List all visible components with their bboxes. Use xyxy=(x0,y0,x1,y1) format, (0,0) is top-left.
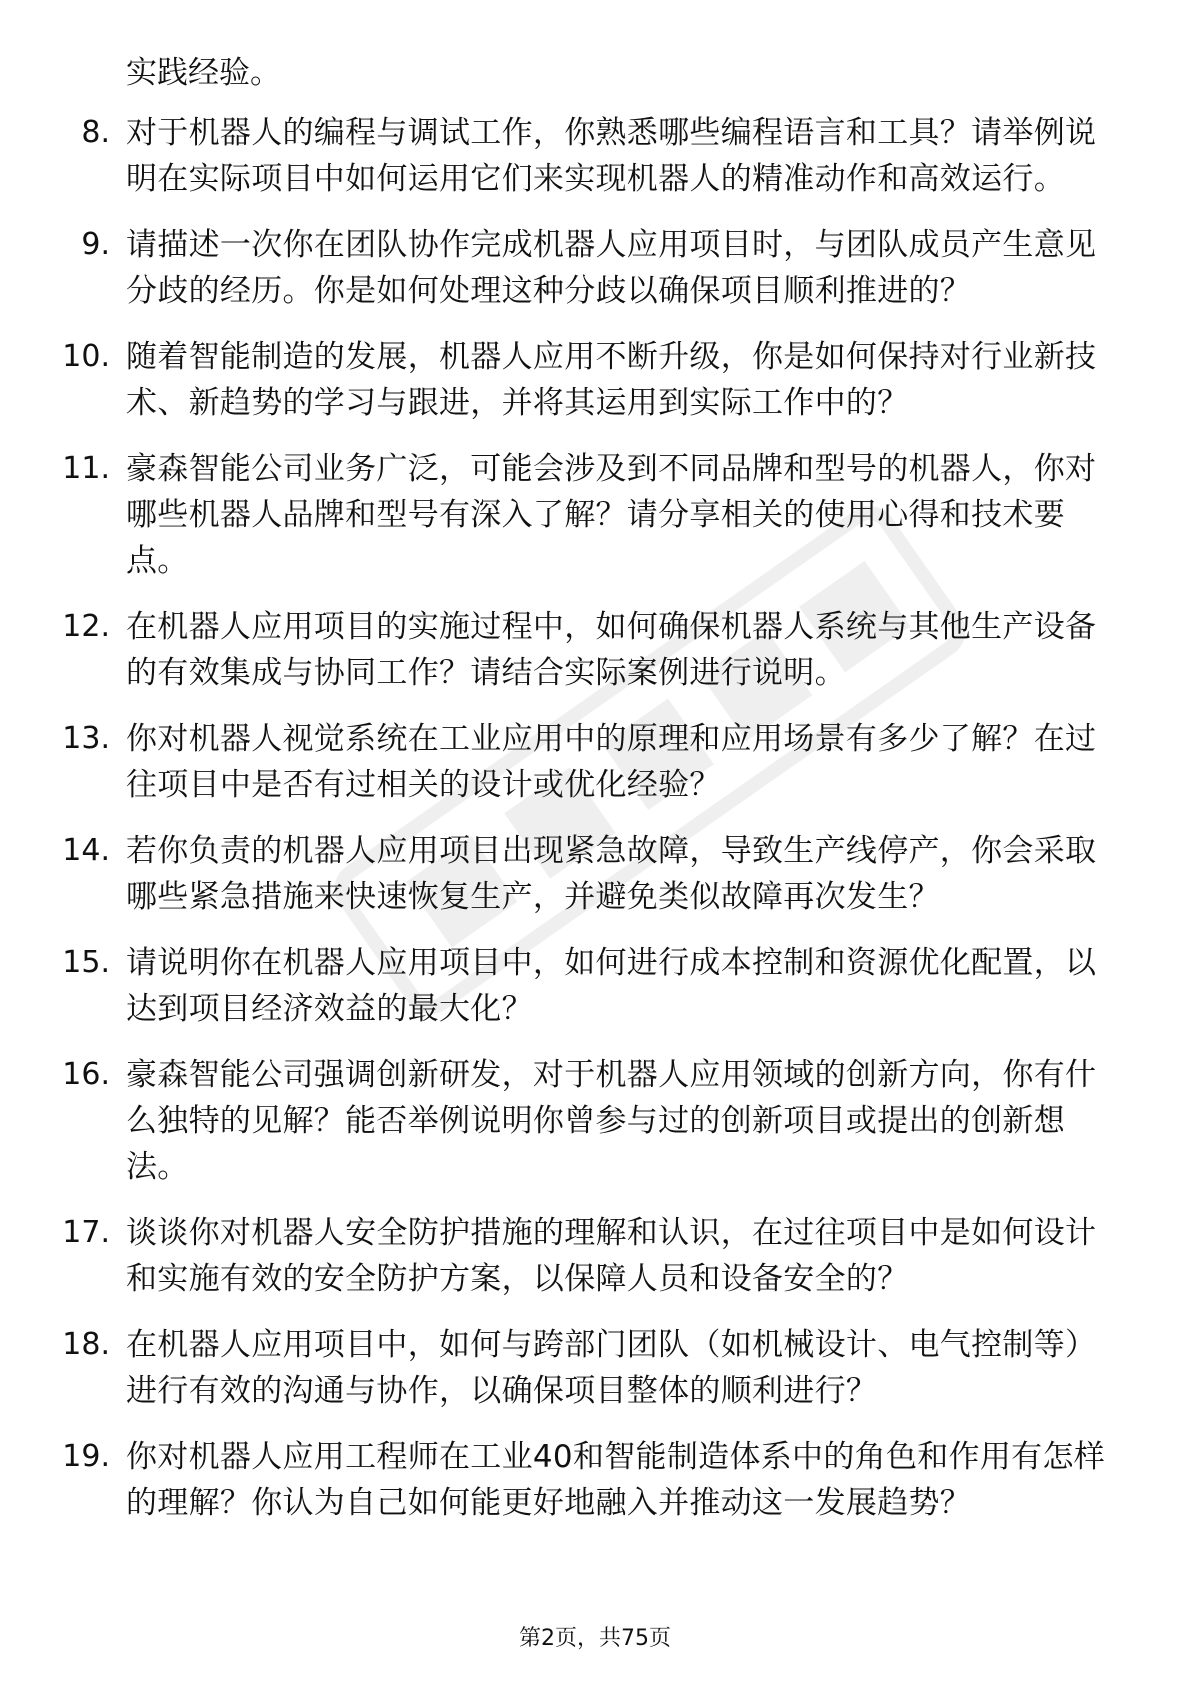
question-number: 13. xyxy=(62,721,110,756)
question-text: 对于机器人的编程与调试工作，你熟悉哪些编程语言和工具？请举例说明在实际项目中如何运用它们来实现机器人的精准动作和高效运行。 xyxy=(126,115,1097,197)
question-number: 16. xyxy=(62,1057,110,1092)
question-item xyxy=(0,1434,1190,1526)
question-item xyxy=(0,222,1190,314)
question-text: 在机器人应用项目的实施过程中，如何确保机器人系统与其他生产设备的有效集成与协同工作？请结合实际案例进行说明。 xyxy=(126,609,1097,691)
question-text: 豪森智能公司强调创新研发，对于机器人应用领域的创新方向，你有什么独特的见解？能否举例说明你曾参与过的创新项目或提出的创新想法。 xyxy=(126,1057,1097,1185)
question-number: 10. xyxy=(62,339,110,374)
continuation-text: 实践经验。 xyxy=(126,55,281,91)
question-item xyxy=(0,1052,1190,1190)
question-number: 11. xyxy=(62,451,110,486)
question-list xyxy=(0,110,1190,1546)
question-number: 9. xyxy=(81,227,110,262)
question-text: 豪森智能公司业务广泛，可能会涉及到不同品牌和型号的机器人，你对哪些机器人品牌和型号有深入了解？请分享相关的使用心得和技术要点。 xyxy=(126,451,1097,579)
question-item xyxy=(0,1210,1190,1302)
question-item xyxy=(0,716,1190,808)
question-number: 18. xyxy=(62,1327,110,1362)
question-text: 请说明你在机器人应用项目中，如何进行成本控制和资源优化配置，以达到项目经济效益的最大化？ xyxy=(126,945,1097,1027)
question-number: 19. xyxy=(62,1439,110,1474)
question-text: 谈谈你对机器人安全防护措施的理解和认识，在过往项目中是如何设计和实施有效的安全防护方案，以保障人员和设备安全的？ xyxy=(126,1215,1097,1297)
page-footer: 第2页，共75页 xyxy=(519,1626,671,1651)
question-item xyxy=(0,110,1190,202)
question-text: 你对机器人视觉系统在工业应用中的原理和应用场景有多少了解？在过往项目中是否有过相关的设计或优化经验？ xyxy=(126,721,1097,803)
question-item xyxy=(0,1322,1190,1414)
question-item xyxy=(0,446,1190,584)
question-text: 随着智能制造的发展，机器人应用不断升级，你是如何保持对行业新技术、新趋势的学习与跟进，并将其运用到实际工作中的？ xyxy=(126,339,1097,421)
question-number: 17. xyxy=(62,1215,110,1250)
question-text: 你对机器人应用工程师在工业40和智能制造体系中的角色和作用有怎样的理解？你认为自己如何能更好地融入并推动这一发展趋势？ xyxy=(126,1439,1106,1521)
question-number: 15. xyxy=(62,945,110,980)
question-item xyxy=(0,940,1190,1032)
question-item xyxy=(0,334,1190,426)
question-text: 若你负责的机器人应用项目出现紧急故障，导致生产线停产，你会采取哪些紧急措施来快速恢复生产，并避免类似故障再次发生？ xyxy=(126,833,1097,915)
question-number: 14. xyxy=(62,833,110,868)
question-item xyxy=(0,604,1190,696)
question-text: 请描述一次你在团队协作完成机器人应用项目时，与团队成员产生意见分歧的经历。你是如何处理这种分歧以确保项目顺利推进的？ xyxy=(126,227,1097,309)
question-number: 8. xyxy=(81,115,110,150)
question-text: 在机器人应用项目中，如何与跨部门团队（如机械设计、电气控制等）进行有效的沟通与协作，以确保项目整体的顺利进行？ xyxy=(126,1327,1097,1409)
question-item xyxy=(0,828,1190,920)
question-number: 12. xyxy=(62,609,110,644)
